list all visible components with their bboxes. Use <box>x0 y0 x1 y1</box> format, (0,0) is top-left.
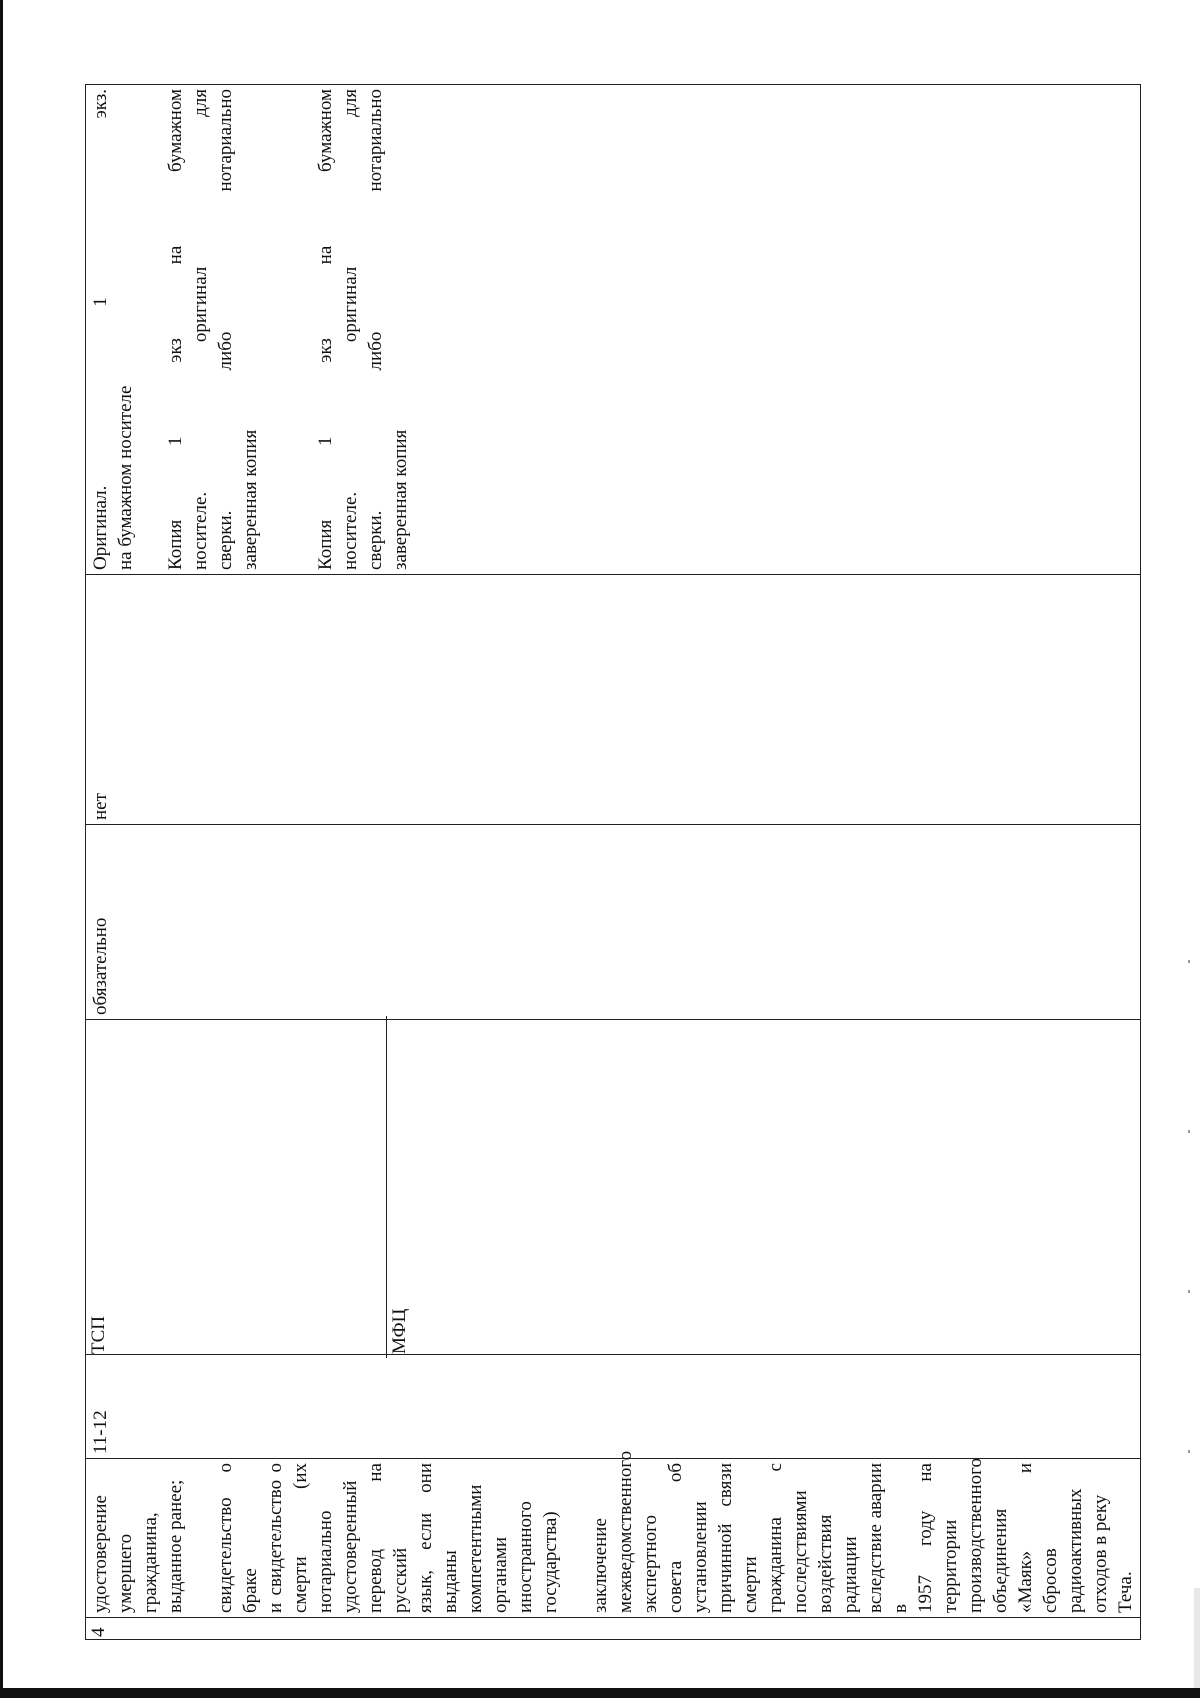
text-line: выданное ранее; <box>165 1479 186 1613</box>
form-original <box>88 89 138 570</box>
document-item-2 <box>213 1463 563 1613</box>
pages-cell <box>86 1355 1141 1459</box>
scan-edge-bottom <box>0 1688 1200 1698</box>
scan-speckle <box>1188 960 1190 963</box>
text-line: экспертного совета об <box>640 1463 686 1613</box>
provider-top <box>86 1016 387 1358</box>
row-number-cell <box>86 1618 1141 1640</box>
text-line: объединения «Маяк» и <box>990 1463 1036 1613</box>
text-line: иностранного <box>515 1501 536 1613</box>
form-cell <box>86 85 1141 575</box>
scan-speckle <box>1188 1450 1190 1453</box>
text-line: заверенная копия <box>240 429 261 570</box>
text-line: заключение <box>590 1518 611 1613</box>
documents-cell <box>86 1450 1141 1618</box>
mandatory-value: обязательно <box>90 917 111 1015</box>
text-line: язык, если они выданы <box>415 1463 461 1613</box>
scan-speckle <box>1188 1130 1190 1133</box>
text-line: сбросов <box>1040 1548 1061 1613</box>
scan-edge-left <box>0 0 3 1698</box>
text-line: радиоактивных <box>1065 1488 1086 1613</box>
text-line: территории <box>940 1519 961 1613</box>
text-line: носителе. оригинал для <box>190 89 211 570</box>
provider-mfc: МФЦ <box>389 1308 410 1354</box>
text-line: сверки. либо нотариально <box>365 89 386 570</box>
pages-value: 11-12 <box>90 1410 111 1454</box>
table-row <box>86 85 1141 1640</box>
text-line: причинной связи <box>715 1463 736 1613</box>
form-copy-2 <box>313 89 413 570</box>
text-line: сверки. либо нотариально <box>215 89 236 570</box>
text-line: нотариально <box>315 1510 336 1613</box>
documents-table <box>85 84 1141 1640</box>
text-line: свидетельство о браке <box>215 1463 261 1613</box>
text-line: отходов в реку Теча. <box>1090 1494 1136 1613</box>
text-line: заверенная копия <box>390 429 411 570</box>
document-item-1 <box>88 1463 188 1613</box>
own-initiative-value: нет <box>90 793 111 820</box>
text-line: на бумажном носителе <box>115 385 136 570</box>
text-line: смерти (их <box>290 1463 311 1613</box>
text-line: воздействия радиации <box>815 1514 861 1613</box>
text-line: удостоверение <box>90 1495 111 1613</box>
text-line: смерти гражданина с <box>740 1463 786 1613</box>
form-copy-1 <box>163 89 263 570</box>
text-line: государства) <box>540 1511 561 1613</box>
text-line: производственного <box>965 1458 986 1613</box>
text-line: вследствие аварии в <box>865 1463 911 1613</box>
text-line: перевод на русский <box>365 1463 411 1613</box>
text-line: последствиями <box>790 1490 811 1613</box>
text-line: носителе. оригинал для <box>340 89 361 570</box>
text-line: Оригинал. 1 экз. <box>90 89 111 570</box>
text-line: установлении <box>690 1501 711 1613</box>
text-line: 1957 году на <box>915 1463 936 1613</box>
provider-split <box>86 1016 1140 1358</box>
text-line: компетентными <box>465 1484 486 1613</box>
text-line: Копия 1 экз на бумажном <box>315 89 336 570</box>
text-line: межведомственного <box>615 1450 636 1613</box>
mandatory-cell <box>86 825 1141 1020</box>
own-initiative-cell <box>86 575 1141 825</box>
document-item-3 <box>588 1450 1138 1613</box>
row-number: 4 <box>88 1627 109 1637</box>
provider-tsp: ТСП <box>88 1316 109 1354</box>
text-line: и свидетельство о <box>265 1463 286 1613</box>
scan-edge-right <box>1194 1588 1200 1688</box>
text-line: удостоверенный <box>340 1480 361 1613</box>
rotated-document-page <box>85 85 1136 1640</box>
text-line: органами <box>490 1536 511 1613</box>
text-line: умершего гражданина, <box>115 1512 161 1613</box>
scan-speckle <box>1188 1290 1190 1293</box>
provider-cell <box>86 1020 1141 1355</box>
provider-bottom <box>387 1016 412 1358</box>
text-line: Копия 1 экз на бумажном <box>165 89 186 570</box>
